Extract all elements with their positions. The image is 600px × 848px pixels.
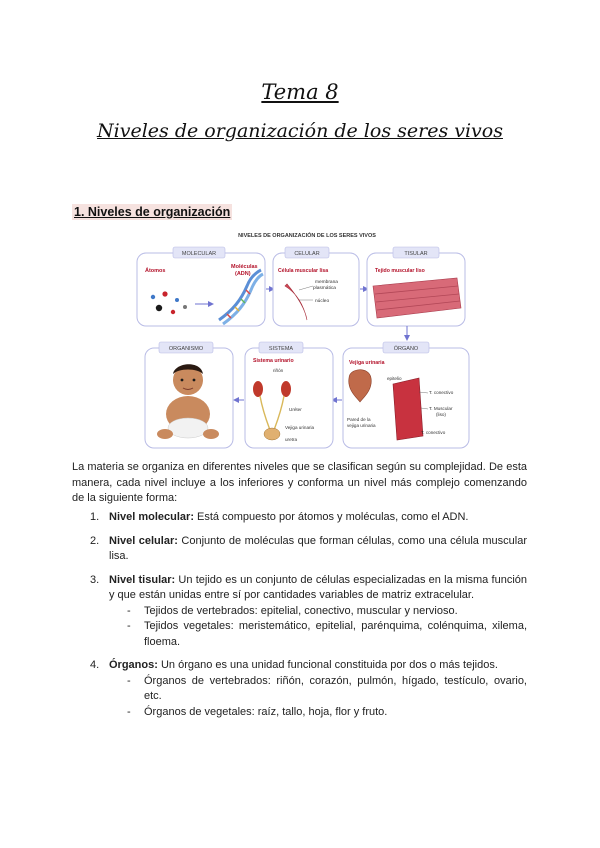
organ-note-connective-2: T. conectivo [421, 430, 446, 435]
organismo-box [145, 342, 233, 448]
sub-item: - Órganos de vertebrados: riñón, corazón, pulmón, hígado, testículo, ovario, etc. [127, 674, 527, 702]
molecular-box [137, 247, 265, 326]
sistema-tab: SISTEMA [268, 346, 294, 352]
system-note-bladder: Vejiga urinaria [285, 425, 315, 430]
sub-item-text: Órganos de vertebrados: riñón, corazón, pulmón, hígado, testículo, ovario, etc. [144, 674, 527, 702]
organ-note-wall-2: vejiga urinaria [347, 423, 376, 428]
atoms-label: Átomos [145, 268, 166, 274]
figure-title: NIVELES DE ORGANIZACIÓN DE LOS SERES VIVOS [238, 233, 376, 239]
sistema-box [245, 342, 333, 448]
page-subtitle: Niveles de organización de los seres vivos [97, 120, 503, 142]
level-term: Nivel molecular: [109, 511, 194, 523]
sub-list [109, 604, 527, 651]
system-note-ureter: Uréter [289, 407, 302, 412]
organismo-tab: ORGANISMO [168, 346, 204, 352]
sub-item-text: Tejidos de vertebrados: epitelial, conectivo, muscular y nervioso. [144, 604, 458, 617]
organization-levels-figure [135, 228, 480, 453]
level-item [90, 534, 527, 565]
level-number: 2. [90, 534, 100, 547]
organ-label: Vejiga urinaria [349, 360, 385, 366]
organo-tab: ÓRGANO [393, 346, 419, 352]
level-term: Órganos: [109, 659, 158, 671]
tisular-tab: TISULAR [404, 251, 428, 257]
tisular-box [367, 247, 465, 326]
level-desc: Un tejido es un conjunto de células especializadas en la misma función y que están unidas entre sí por cantidades variables de matriz extracelular. [109, 573, 527, 601]
sub-item: - Órganos de vegetales: raíz, tallo, hoja, flor y fruto. [127, 705, 388, 718]
intro-paragraph: La materia se organiza en diferentes niveles que se clasifican según su complejidad. De esta manera, cada nivel incluye a los inferiores y conforma un nivel más complejo comenzando de la siguiente forma: [72, 461, 527, 504]
level-desc: Un órgano es una unidad funcional constituida por dos o más tejidos. [157, 659, 498, 671]
sub-item-text: Órganos de vegetales: raíz, tallo, hoja, flor y fruto. [144, 705, 388, 718]
organ-note-muscle-2: (liso) [436, 412, 446, 417]
system-note-kidney: riñón [273, 368, 284, 373]
organ-note-wall: Pared de la [347, 417, 371, 422]
molecules-label-2: (ADN) [235, 271, 251, 277]
celular-box [273, 247, 359, 326]
organ-note-muscle: T. Muscular [429, 406, 453, 411]
cell-note-membrane: membrana [315, 280, 338, 285]
system-label: Sistema urinario [253, 358, 294, 364]
level-number: 1. [90, 511, 100, 523]
organ-note-epithelium: epitelio [387, 376, 402, 381]
sub-item: - Tejidos de vertebrados: epitelial, conectivo, muscular y nervioso. [127, 604, 458, 617]
bladder-wall-illustration [393, 378, 423, 440]
page-title: Tema 8 [261, 80, 339, 104]
level-desc: Conjunto de moléculas que forman células, como una célula muscular lisa. [109, 534, 527, 562]
sub-item: - Tejidos vegetales: meristemático, epitelial, parénquima, colénquima, xilema, floema. [127, 620, 527, 648]
system-note-urethra: uretra [285, 437, 298, 442]
level-item [90, 658, 527, 720]
cell-note-nucleus: núcleo [315, 299, 330, 304]
level-term: Nivel celular: [109, 534, 178, 547]
organ-note-connective: T. conectivo [429, 390, 454, 395]
level-number: 3. [90, 573, 100, 586]
cell-label: Célula muscular lisa [278, 268, 329, 274]
level-desc: Está compuesto por átomos y moléculas, como el ADN. [193, 511, 469, 523]
sub-item-text: Tejidos vegetales: meristemático, epitelial, parénquima, colénquima, xilema, floema. [144, 620, 527, 648]
sub-list [109, 674, 527, 721]
level-number: 4. [90, 659, 100, 671]
section-heading: 1. Niveles de organización [74, 205, 231, 219]
levels-list [90, 510, 527, 728]
molecular-tab: MOLECULAR [181, 251, 217, 257]
level-term: Nivel tisular: [109, 573, 176, 586]
tissue-label: Tejido muscular liso [375, 268, 425, 274]
level-item [90, 573, 527, 651]
molecules-label: Moléculas [231, 264, 258, 270]
cell-note-membrane-2: plasmática [313, 286, 336, 291]
organo-box [343, 342, 469, 448]
level-item [90, 510, 527, 526]
celular-tab: CELULAR [294, 251, 320, 257]
